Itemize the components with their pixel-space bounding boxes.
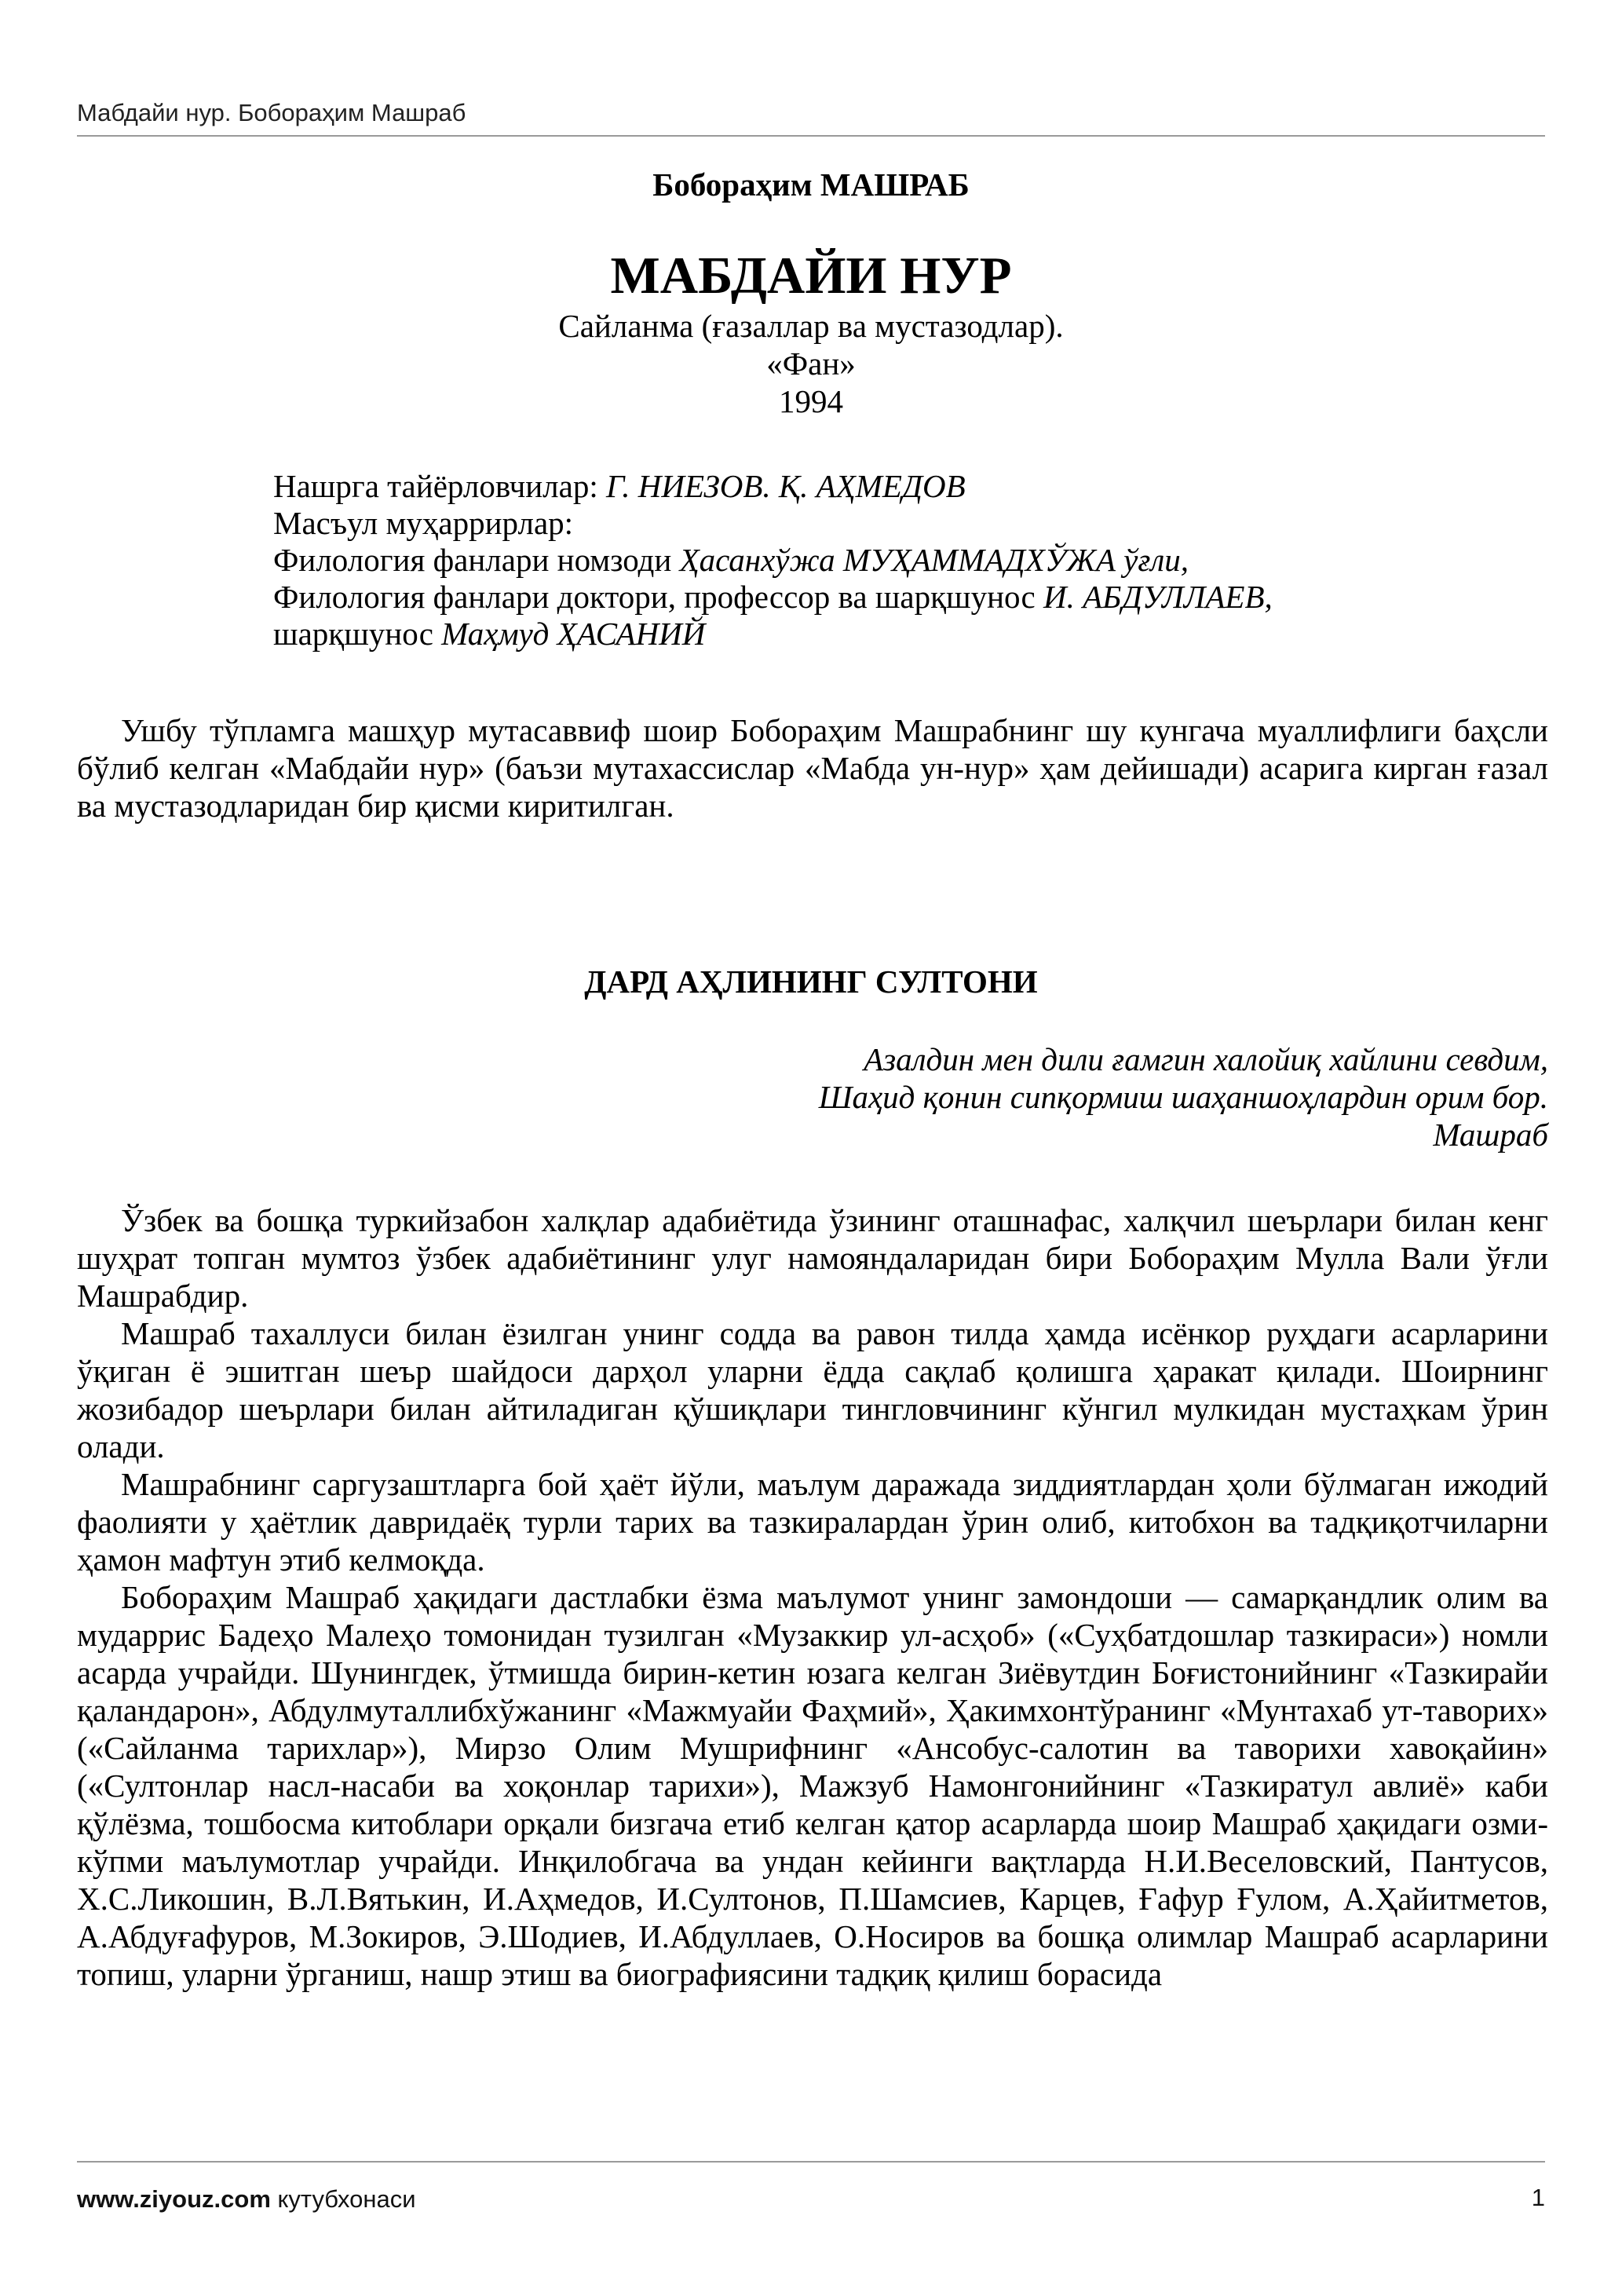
credits-editor-2 xyxy=(273,579,1273,616)
footer-site-link[interactable]: www.ziyouz.com xyxy=(77,2185,271,2213)
footer-divider xyxy=(77,2161,1545,2163)
credits-prepared-names: Г. НИЕЗОВ. Қ. АҲМЕДОВ xyxy=(605,468,966,504)
credits-editor-3 xyxy=(273,616,1273,653)
epigraph-attribution: Машраб xyxy=(1433,1117,1548,1153)
header-divider xyxy=(77,135,1545,137)
body-paragraph: Бобораҳим Машраб ҳақидаги дастлабки ёзма маълумот унинг замондоши — самарқандлик олим ва мударрис Бадеҳо Малеҳо томонидан тузилган «Музаккир ул-асҳоб» («Суҳбатдошлар тазкираси») номли асарда учрайди. Шунингдек, ўтмишда бирин-кетин юзага келган Зиёвутдин Боғистонийнинг «Тазкирайи қаландарон», Абдулмуталлибхўжанинг «Мажмуайи Фаҳмий», Ҳакимхонтўранинг «Мунтахаб ут-таворих» («Сайланма тарихлар»), Мирзо Олим Мушрифнинг «Ансобус-салотин ва таворихи хавоқайин» («Султонлар насл-насаби ва хоқонлар тарихи»), Мажзуб Намонгонийнинг «Тазкиратул авлиё» каби қўлёзма, тошбосма китоблари орқали бизгача етиб келган қатор асарларда шоир Машраб ҳақидаги озми-кўпми маълумотлар учрайди. Инқилобгача ва ундан кейинги вақтларда Н.И.Веселовский, Пантусов, Х.С.Ликошин, В.Л.Вятькин, И.Аҳмедов, И.Султонов, П.Шамсиев, Карцев, Ғафур Ғулом, А.Ҳайитметов, А.Абдуғафуров, М.Зокиров, Э.Шодиев, И.Абдуллаев, О.Носиров ва бошқа олимлар Машраб асарларини топиш, уларни ўрганиш, нашр этиш ва биографиясини тадқиқ қилиш борасида xyxy=(77,1579,1548,1992)
epigraph xyxy=(707,1040,1548,1153)
publication-info xyxy=(0,307,1622,420)
credits-editor-3-role: шарқшунос xyxy=(273,616,442,652)
subtitle: Сайланма (ғазаллар ва мустазодлар). xyxy=(558,308,1064,344)
book-title: МАБДАЙИ НУР xyxy=(610,247,1012,305)
credits-block xyxy=(273,468,1273,653)
epigraph-line-2: Шаҳид қонин сипқормиш шаҳаншоҳлардин орим бор. xyxy=(818,1079,1548,1115)
credits-editor-3-name: Маҳмуд ҲАСАНИЙ xyxy=(441,616,706,652)
intro-paragraph-block xyxy=(77,711,1548,824)
body-paragraph: Ўзбек ва бошқа туркийзабон халқлар адабиётида ўзининг оташнафас, халқчил шеърлари билан кенг шуҳрат топган мумтоз ўзбек адабиётининг улуг намояндаларидан бири Бобораҳим Мулла Вали ўғли Машрабдир. xyxy=(77,1202,1548,1314)
credits-editor-1-name: Ҳасанхўжа МУҲАММАДХЎЖА ўғли, xyxy=(679,542,1189,578)
running-header: Мабдайи нур. Бобораҳим Машраб xyxy=(77,99,466,126)
page-number: 1 xyxy=(1531,2184,1545,2211)
body-paragraph: Машраб тахаллуси билан ёзилган унинг содда ва равон тилда ҳамда исёнкор руҳдаги асарларини ўқиган ё эшитган шеър шайдоси дарҳол уларни ёдда сақлаб қолишга ҳаракат қилади. Шоирнинг жозибадор шеърлари билан айтиладиган қўшиқлари тингловчининг кўнгил мулкидан мустаҳкам ўрин олади. xyxy=(77,1315,1548,1464)
publisher: «Фан» xyxy=(766,345,856,382)
credits-prepared-label: Нашрга тайёрловчилар: xyxy=(273,468,606,504)
credits-editor-2-name: И. АБДУЛЛАЕВ, xyxy=(1043,579,1273,615)
epigraph-line-1: Азалдин мен дили ғамгин халойиқ хайлини севдим, xyxy=(864,1041,1548,1077)
credits-editor-1 xyxy=(273,542,1273,579)
credits-editors-label: Масъул муҳаррирлар: xyxy=(273,505,574,541)
credits-editor-2-role: Филология фанлари доктори, профессор ва шарқшунос xyxy=(273,579,1043,615)
credits-prepared xyxy=(273,468,1273,505)
author-name: Бобораҳим МАШРАБ xyxy=(652,166,970,203)
footer-library-label: кутубхонаси xyxy=(270,2185,416,2213)
section-title: ДАРД АҲЛИНИНГ СУЛТОНИ xyxy=(584,963,1038,1000)
credits-editor-1-role: Филология фанлари номзоди xyxy=(273,542,680,578)
body-paragraph: Машрабнинг саргузаштларга бой ҳаёт йўли, маълум даражада зиддиятлардан ҳоли бўлмаган ижодий фаолияти у ҳаётлик давридаёқ турли тарих ва тазкиралардан ўрин олиб, китобхон ва тадқиқотчиларни ҳамон мафтун этиб келмоқда. xyxy=(77,1466,1548,1578)
publication-year: 1994 xyxy=(779,383,843,419)
body-text xyxy=(77,1201,1548,1993)
intro-paragraph: Ушбу тўпламга машҳур мутасаввиф шоир Бобораҳим Машрабнинг шу кунгача муаллифлиги баҳсли бўлиб келган «Мабдайи нур» (баъзи мутахассислар «Мабда ун-нур» ҳам дейишади) асарига кирган ғазал ва мустазодларидан бир қисми киритилган. xyxy=(77,712,1548,824)
footer-source xyxy=(77,2185,416,2214)
